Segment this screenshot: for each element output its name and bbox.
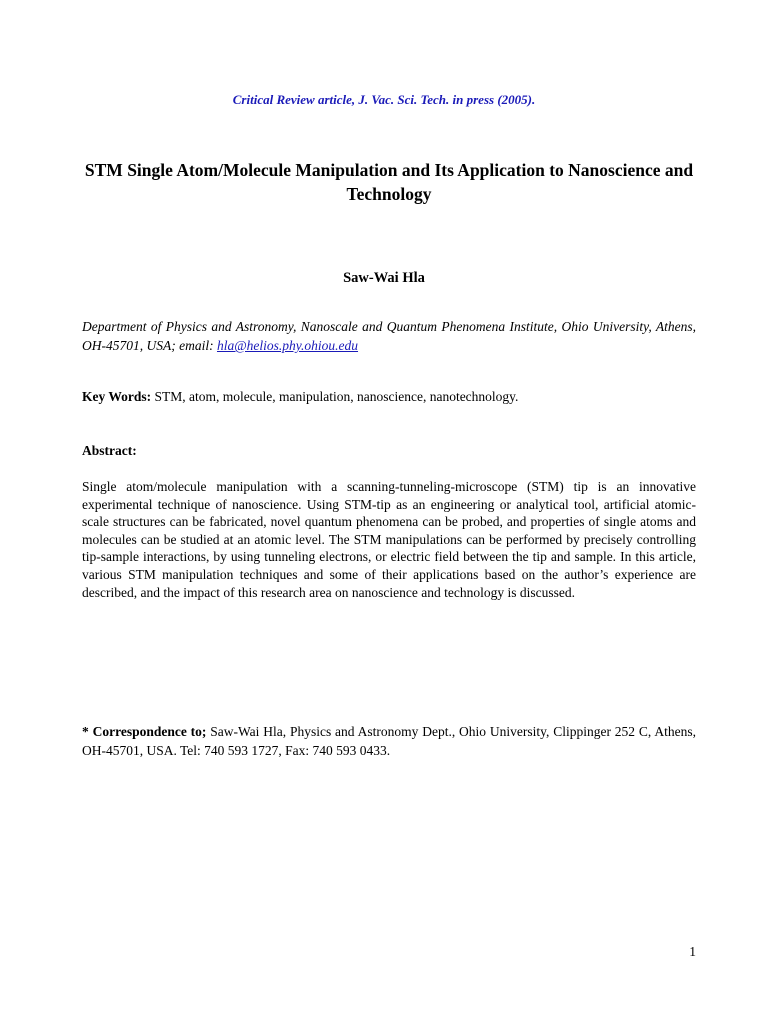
correspondence-label: * Correspondence to; xyxy=(82,724,207,739)
correspondence-text: Saw-Wai Hla, Physics and Astronomy Dept., Ohio University, Clippinger 252 C, Athens, OH-45701, USA. Tel: 740 593 1727, Fax: 740 593 0433. xyxy=(82,724,696,758)
correspondence-note xyxy=(82,722,696,760)
keywords-line xyxy=(82,389,696,405)
paper-title: STM Single Atom/Molecule Manipulation and Its Application to Nanoscience and Technology xyxy=(84,160,694,204)
abstract-heading: Abstract: xyxy=(82,443,137,458)
author-affiliation xyxy=(82,317,696,355)
keywords-label: Key Words: xyxy=(82,389,152,404)
affiliation-text: Department of Physics and Astronomy, Nanoscale and Quantum Phenomena Institute, Ohio University, Athens, OH-45701, USA; email: xyxy=(82,319,696,353)
author-name: Saw-Wai Hla xyxy=(343,270,425,286)
keywords-text: STM, atom, molecule, manipulation, nanoscience, nanotechnology. xyxy=(151,389,519,404)
email-link[interactable]: hla@helios.phy.ohiou.edu xyxy=(216,338,359,353)
page-number: 1 xyxy=(689,944,696,959)
abstract-body: Single atom/molecule manipulation with a scanning-tunneling-microscope (STM) tip is an innovative experimental technique of nanoscience. Using STM-tip as an engineering or analytical tool, artificial atomic-scale structures can be fabricated, novel quantum phenomena can be probed, and properties of single atoms and molecules can be studied at an atomic level. The STM manipulations can be performed by precisely controlling tip-sample interactions, by using tunneling electrons, or electric field between the tip and sample. In this article, various STM manipulation techniques and some of their applications based on the author’s experience are described, and the impact of this research area on nanoscience and technology is discussed. xyxy=(82,479,696,600)
journal-note: Critical Review article, J. Vac. Sci. Tech. in press (2005). xyxy=(232,92,536,107)
